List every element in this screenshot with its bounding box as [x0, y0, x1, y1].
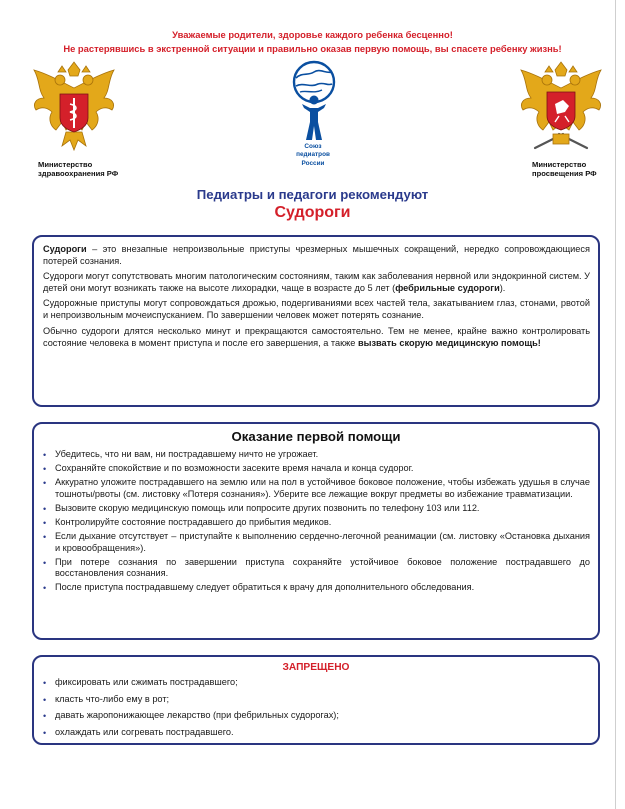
list-item-text: При потере сознания по завершении приступа сохраняйте устойчивое боковое положение пострадавшего до восстановления сознания.	[55, 556, 590, 579]
bullet-icon: •	[43, 678, 47, 688]
first-aid-heading: Оказание первой помощи	[231, 429, 401, 444]
list-item-text: Убедитесь, что ни вам, ни пострадавшему ничто не угрожает.	[55, 449, 319, 459]
education-ministry-emblem-icon	[513, 60, 609, 152]
list-item-text: После приступа пострадавшему следует обратиться к врачу для дополнительного обследования.	[55, 582, 475, 593]
union-label-line3: России	[301, 159, 325, 167]
health-ministry-label-line1: Министерство	[38, 160, 93, 169]
bullet-icon: •	[43, 464, 47, 475]
union-label-line2: педиатров	[296, 151, 330, 159]
header-line-2: Не растерявшись в экстренной ситуации и правильно оказав первую помощь, вы спасете ребенку жизнь!	[63, 43, 562, 54]
intro-call-ambulance: вызвать скорую медицинскую помощь!	[357, 337, 541, 348]
list-item	[42, 677, 590, 689]
list-item	[42, 694, 590, 706]
list-item	[42, 477, 590, 500]
header-line-1: Уважаемые родители, здоровье каждого ребенка бесценно!	[172, 29, 453, 40]
bullet-icon: •	[43, 532, 47, 543]
list-item-text: Если дыхание отсутствует – приступайте к выполнению сердечно-легочной реанимации (см. листовку «Остановка дыхания и кровообращения»).	[55, 531, 590, 553]
bullet-icon: •	[43, 450, 47, 460]
list-item	[42, 517, 590, 529]
list-item-text: класть что-либо ему в рот;	[55, 693, 170, 704]
list-item	[42, 463, 590, 475]
bullet-icon: •	[43, 478, 47, 489]
list-item-text: Аккуратно уложите пострадавшего на землю или на пол в устойчивое боковое положение, чтобы избежать удушья в случае тошноты/рвоты (см. листовку «Потеря сознания»). Уберите все лежащие вокруг предметы во избежание травматизации.	[55, 477, 590, 499]
intro-paragraph-4	[43, 325, 590, 349]
first-aid-box	[32, 422, 600, 640]
page-title: Судороги	[274, 204, 351, 221]
intro-paragraph-1	[43, 243, 590, 267]
list-item	[42, 582, 590, 594]
bullet-icon: •	[43, 727, 47, 738]
intro-paragraph-3: Судорожные приступы могут сопровождаться дрожью, подергиваниями всех частей тела, закатыванием глаз, стонами, рвотой и непроизвольным мочеиспусканием. По завершении человек может потерять сознание.	[43, 298, 590, 321]
page-edge-rule	[615, 0, 616, 809]
bullet-icon: •	[43, 583, 47, 594]
forbidden-box	[32, 655, 600, 745]
recommend-heading: Педиатры и педагоги рекомендуют	[196, 187, 429, 202]
intro-term: Судороги	[43, 244, 87, 254]
intro-p2-text-b: ).	[499, 283, 506, 294]
list-item-text: охлаждать или согревать пострадавшего.	[55, 726, 234, 737]
list-item-text: Сохраняйте спокойствие и по возможности засеките время начала и конца судорог.	[55, 463, 414, 474]
forbidden-list	[42, 677, 590, 738]
pediatricians-union-label	[280, 143, 346, 168]
health-ministry-label	[38, 160, 128, 179]
bullet-icon: •	[43, 503, 47, 514]
health-ministry-emblem-icon	[26, 60, 122, 152]
intro-p4-text: Обычно судороги длятся несколько минут и прекращаются самостоятельно. Тем не менее, крайне важно контролировать состояние человека в момент приступа и после его завершения, а также	[43, 325, 590, 348]
list-item	[42, 531, 590, 554]
list-item	[42, 557, 590, 580]
list-item-text: фиксировать или сжимать пострадавшего;	[55, 677, 238, 687]
first-aid-list	[42, 449, 590, 594]
bullet-icon: •	[43, 517, 47, 528]
union-label-line1: Союз	[304, 143, 322, 150]
education-ministry-label	[532, 160, 612, 179]
list-item-text: Вызовите скорую медицинскую помощь или попросите других позвонить по телефону 103 или 112.	[55, 502, 480, 513]
list-item	[42, 727, 590, 739]
intro-paragraph-2	[43, 270, 590, 294]
list-item-text: Контролируйте состояние пострадавшего до прибытия медиков.	[55, 516, 332, 527]
education-ministry-label-line1: Министерство	[532, 160, 587, 169]
intro-p1-text: – это внезапные непроизвольные приступы чрезмерных мышечных сокращений, нередко сопровождающиеся потерей сознания.	[43, 244, 590, 267]
intro-p2-text-a: Судороги могут сопутствовать многим патологическим состояниям, таким как заболевания нервной или эндокринной систем. У детей они могут возникать также на высоте лихорадки, чаще в возрасте до 5 лет (	[43, 271, 590, 294]
forbidden-heading: ЗАПРЕЩЕНО	[282, 662, 350, 673]
intro-febrile-term: фебрильные судороги	[395, 283, 500, 294]
bullet-icon: •	[43, 711, 47, 722]
pediatricians-union-logo-icon	[288, 58, 340, 142]
list-item	[42, 710, 590, 722]
intro-box	[32, 235, 600, 407]
bullet-icon: •	[43, 694, 47, 705]
bullet-icon: •	[43, 557, 47, 568]
list-item	[42, 449, 590, 461]
list-item	[42, 503, 590, 515]
education-ministry-label-line2: просвещения РФ	[532, 169, 597, 179]
list-item-text: давать жаропонижающее лекарство (при фебрильных судорогах);	[55, 710, 339, 721]
health-ministry-label-line2: здравоохранения РФ	[38, 169, 119, 179]
